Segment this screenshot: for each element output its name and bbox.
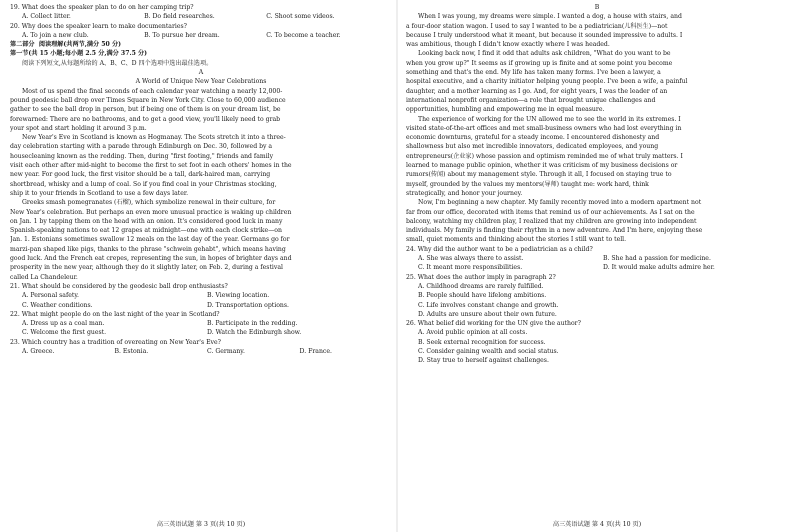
paragraph-start: Looking back now, I find it odd that adults ask children, "What do you want to be: [418, 50, 671, 58]
option-choice: C. Shoot some videos.: [266, 13, 335, 21]
paragraph-line: marzi-pan shaped like pigs, thanks to the phrase "schwein gehabt", which means having: [10, 245, 286, 253]
question-stem: 24. Why did the author want to be a pediatrician as a child?: [406, 245, 593, 253]
paragraph-line: opportunities, humbling and empowering me in equal measure.: [406, 106, 605, 114]
paragraph-start: Now, I'm beginning a new chapter. My family recently moved into a modern apartment not: [418, 199, 702, 207]
option-choice: B. She had a passion for medicine.: [603, 255, 711, 263]
paragraph-start: 阅读下列短文,从每题所给的 A、B、C、D 四个选项中选出最佳选项。: [22, 59, 213, 67]
paragraph-line: a four-door station wagon. I used to say I wanted to be a pediatrician(儿科医生)—not: [406, 22, 668, 30]
paragraph-line: pound geodesic ball drop over Times Square in New York City. Close to 60,000 audience: [10, 96, 286, 104]
page-left-content: [10, 3, 392, 356]
paragraph-line: myself, grounded by the values my mentors(导师) taught me: work hard, think: [406, 180, 649, 188]
paragraph-line: entrepreneurs(企业家) whose passion and optimism reminded me of what truly matters. I: [406, 152, 683, 160]
paragraph-line: economic downturns, grateful for a steady income. I encountered dishonesty and: [406, 134, 660, 142]
option-choice: A. She was always there to assist.: [418, 255, 524, 263]
page-right: [406, 0, 788, 532]
question-stem: 19. What does the speaker plan to do on her camping trip?: [10, 4, 194, 11]
paragraph-line: day celebration starting with a parade through Edinburgh on Dec. 30, followed by a: [10, 143, 273, 151]
option-choice: B. Seek external recognition for success.: [418, 338, 546, 346]
option-choice: B. Participate in the redding.: [207, 320, 298, 328]
page-left: [10, 0, 392, 532]
option-row: [406, 254, 788, 263]
paragraph-line: hospital executive, and a charity initiator helping young people. I've been a wife, a painful: [406, 78, 688, 86]
option-row: [10, 31, 392, 40]
paragraph-line: individuals. My family is finding their rhythm in a new adventure. And I'm here, enjoying these: [406, 227, 703, 235]
option-row: [10, 12, 392, 21]
question-stem: 21. What should be considered by the geodesic ball drop enthusiasts?: [10, 282, 228, 290]
option-choice: A. Personal safety.: [22, 292, 79, 300]
paragraph-line: New Year's celebration. But perhaps an even more unusual practice is waking up children: [10, 208, 292, 216]
option-choice: C. Germany.: [207, 347, 245, 355]
page-left-footer: 高三英语试题 第 3 页(共 10 页): [156, 521, 246, 528]
option-choice: D. France.: [299, 347, 332, 355]
option-choice: A. Childhood dreams are rarely fulfilled.: [418, 282, 544, 290]
question-stem: 23. Which country has a tradition of overeating on New Year's Eve?: [10, 338, 221, 346]
paragraph-line: Spanish-speaking nations to eat 12 grapes at midnight—one with each clock strike—on: [10, 227, 282, 235]
question-stem: 26. What belief did working for the UN give the author?: [406, 320, 581, 328]
option-choice: D. Adults are unsure about their own future.: [418, 310, 557, 318]
paragraph-line: when you grow up?" It seems as if growing up is finite and at some point you become: [406, 59, 673, 67]
option-choice: A. Dress up as a coal man.: [22, 320, 105, 328]
passage-heading: A: [198, 69, 204, 77]
paragraph-start: Greeks smash pomegranates (石榴), which symbolize renewal in their culture, for: [22, 199, 276, 207]
option-choice: C. Welcome the first guest.: [22, 329, 107, 337]
option-choice: B. Do field researches.: [144, 13, 215, 21]
question-stem: 22. What might people do on the last night of the year in Scotland?: [10, 310, 220, 318]
option-choice: A. Collect litter.: [22, 13, 71, 21]
paragraph-line: strategically, and honor your journey.: [406, 189, 523, 197]
question-stem: 20. Why does the speaker learn to make documentaries?: [10, 22, 187, 30]
option-choice: C. Consider gaining wealth and social status.: [418, 347, 559, 355]
paragraph-line: forewarned: There are no bathrooms, and to get a good view, you'll likely need to grab: [10, 115, 281, 123]
paragraph-line: visit each other after mid-night to become the first to set foot in each others' homes in the: [10, 162, 292, 170]
option-choice: D. Stay true to herself against challenges.: [418, 357, 549, 365]
paragraph-line: learned to manage public opinion, whether it was criticism of my business decisions or: [406, 162, 678, 170]
paragraph-line: your spot and start holding it around 3 p.m.: [10, 124, 147, 132]
paragraph-line: small, quiet moments and thinking about the stories I still want to tell.: [406, 236, 627, 244]
option-choice: B. Viewing location.: [207, 292, 270, 300]
paragraph-line: ship it to your friends in Scotland to use a few days later.: [10, 189, 189, 197]
paragraph-line: gather to see the ball drop in person, but if being one of them is on your dream list, be: [10, 106, 281, 114]
option-choice: B. To pursue her dream.: [144, 31, 220, 39]
option-choice: D. Transportation options.: [207, 301, 289, 309]
paragraph-line: international nonprofit organization—a role that brought unique challenges and: [406, 96, 656, 104]
paragraph-start: New Year's Eve in Scotland is known as Hogmanay. The Scots stretch it into a three-: [22, 134, 286, 142]
paragraph-line: something and that's the end. My life has taken many forms. I've been a lawyer, a: [406, 69, 661, 77]
paragraph-line: on Jan. 1 by tapping them on the head with an onion. It's considered good luck in many: [10, 217, 283, 225]
option-choice: C. To become a teacher.: [266, 31, 341, 39]
paragraph-line: was ambitious, though I didn't know exactly where I was headed.: [406, 41, 610, 49]
option-row: [10, 301, 392, 310]
option-choice: D. It would make adults admire her.: [603, 264, 715, 272]
option-choice: C. Life involves constant change and growth.: [418, 301, 559, 309]
passage-heading: A World of Unique New Year Celebrations: [135, 78, 267, 86]
section-heading: 第二部分 阅读理解(共两节,满分 50 分): [10, 41, 122, 49]
paragraph-line: daughter, and a mother learning as I go. And, for eight years, I was the leader of an: [406, 87, 668, 95]
paragraph-line: shortbread, whisky and a lump of coal. So if you find coal in your Christmas stocking,: [10, 180, 277, 188]
paragraph-line: prosperity in the new year, although they do it slightly later, on Feb. 2, during a festival: [10, 264, 283, 272]
option-choice: D. Watch the Edinburgh show.: [207, 329, 302, 337]
option-row: [406, 263, 788, 272]
option-row: [10, 291, 392, 300]
option-row: [10, 319, 392, 328]
paragraph-line: rumors(传闻) about my management style. Through it all, I focused on staying true to: [406, 171, 672, 179]
option-choice: A. To join a new club.: [22, 31, 89, 39]
paragraph-line: balcony, watching my children play, I realized that my children are growing into independent: [406, 217, 697, 225]
page-right-content: [406, 3, 788, 366]
option-choice: C. Weather conditions.: [22, 301, 93, 309]
paragraph-line: because I truly understood what it meant, but because it sounded impressive to adults. I: [406, 31, 683, 39]
paragraph-line: good luck. And the French eat crepes, representing the sun, in hopes of brighter days and: [10, 255, 292, 263]
paragraph-line: shallowness but also met incredible innovators, dedicated employees, and young: [406, 143, 659, 151]
option-row: [10, 347, 392, 356]
section-heading: 第一节(共 15 小题;每小题 2.5 分,满分 37.5 分): [10, 50, 148, 58]
option-row: [10, 328, 392, 337]
paragraph-start: The experience of working for the UN allowed me to see the world in its extremes. I: [418, 115, 681, 123]
paragraph-line: called La Chandeleur.: [10, 273, 78, 281]
question-stem: 25. What does the author imply in paragraph 2?: [406, 273, 556, 281]
paragraph-start: When I was young, my dreams were simple. I wanted a dog, a house with stairs, and: [418, 13, 682, 21]
paragraph-line: far from our office, decorated with items that remind us of our achievements. As I sat on the: [406, 208, 695, 216]
paragraph-line: visited state-of-the-art offices and met small-business owners who had lost everything in: [406, 124, 682, 132]
option-choice: B. Estonia.: [114, 347, 149, 355]
paragraph-line: housecleaning known as the redding. Then, during "first footing," friends and family: [10, 152, 274, 160]
passage-heading: B: [594, 4, 600, 11]
paragraph-line: Jan. 1. Estonians sometimes swallow 12 meals on the last day of the year. Germans go for: [10, 236, 290, 244]
paragraph-start: Most of us spend the final seconds of each calendar year watching a nearly 12,000-: [22, 87, 283, 95]
option-choice: A. Avoid public opinion at all costs.: [418, 329, 528, 337]
option-choice: A. Greece.: [22, 347, 55, 355]
option-choice: C. It meant more responsibilities.: [418, 264, 523, 272]
option-choice: B. People should have lifelong ambitions.: [418, 292, 547, 300]
page-right-footer: 高三英语试题 第 4 页(共 10 页): [552, 521, 642, 528]
page-gutter: [396, 0, 398, 532]
paragraph-line: new year. For good luck, the first visitor should be a tall, dark-haired man, carrying: [10, 171, 271, 179]
